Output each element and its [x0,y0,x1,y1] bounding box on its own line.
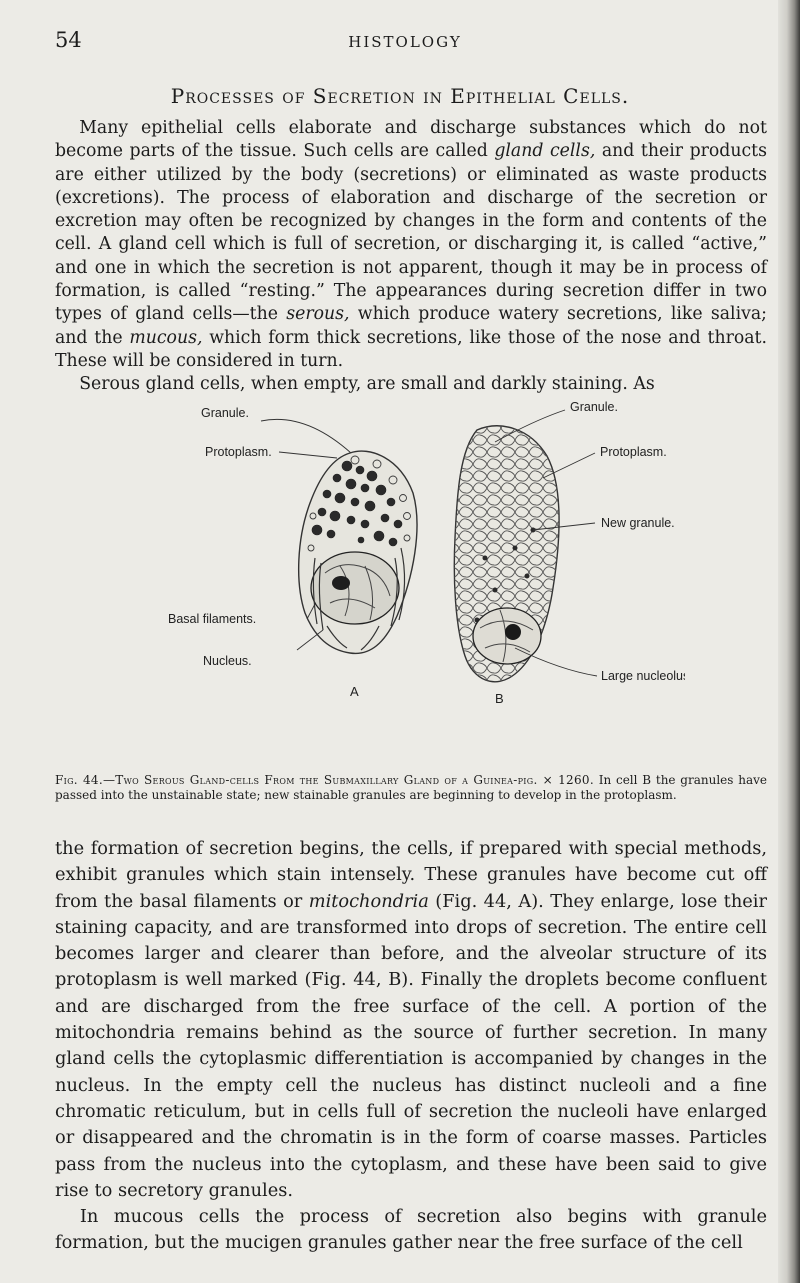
cell-b-drawing [454,426,559,682]
label-a-basal-filaments: Basal filaments. [168,612,257,626]
figure-44 [165,398,685,770]
caption-fig-number: Fig. 44. [55,773,103,787]
paragraph-gland-cells: Many epithelial cells elaborate and discharge substances which do not become parts of the tissue. Such cells are called gland cells, and their products are either utilized by the body (secretions) or eliminated as waste products (excretions). The process of elaboration and discharge of the secretion or excretion may often be recognized by changes in the form and contents of the cell. A gland cell which is full of secretion, or discharging it, is called “active,” and one in which the secretion is not apparent, though it may be in process of formation, is called “resting.” The appearances during secretion differ in two types of gland cells—the serous, which produce watery secretions, like saliva; and the mucous, which form thick secretions, like those of the nose and throat. These will be considered in turn. [55,118,768,371]
cell-a-drawing [299,451,417,653]
term-gland-cells: gland cells, [494,141,596,162]
term-mucous: mucous, [129,327,203,348]
figure-caption [55,773,767,802]
caption-text: In cell B the granules have passed into the unstainable state; new stainable granules are beginning to develop in the protoplasm. [55,773,767,802]
cell-b-letter: B [495,691,504,706]
label-b-protoplasm: Protoplasm. [600,445,667,459]
caption-title: —Two Serous Gland-cells From the Submaxillary Gland of a Guinea-pig. × 1260. [102,773,594,787]
term-mitochondria: mitochondria [308,890,429,912]
label-b-large-nucleolus: Large nucleolus. [601,669,685,683]
section-title: Processes of Secretion in Epithelial Cells. [170,84,630,108]
label-a-granule: Granule. [201,406,249,420]
paragraph-mucous: In mucous cells the process of secretion also begins with granule formation, but the mucigen granules gather near the free surface of the cell [55,1206,767,1254]
page-header [55,28,755,58]
label-b-granule: Granule. [570,400,618,414]
text-block-upper [55,117,767,397]
paragraph-serous-start: Serous gland cells, when empty, are small and darkly staining. As [79,374,655,395]
label-b-new-granule: New granule. [601,516,675,530]
label-a-protoplasm: Protoplasm. [205,445,272,459]
paragraph-serous-continued: the formation of secretion begins, the cells, if prepared with special methods, exhibit granules which stain intensely. These granules have become cut off from the basal filaments or mitochondria (Fig. 44, A). They enlarge, lose their staining capacity, and are transformed into drops of secretion. The entire cell becomes larger and clearer than before, and the alveolar structure of its protoplasm is well marked (Fig. 44, B). Finally the droplets become confluent and are discharged from the free surface of the cell. A portion of the mitochondria remains behind as the source of further secretion. In many gland cells the cytoplasmic differentiation is accompanied by changes in the nucleus. In the empty cell the nucleus has distinct nucleoli and a fine chromatic reticulum, but in cells full of secretion the nucleoli have enlarged or disappeared and the chromatin is in the form of coarse masses. Particles pass from the nucleus into the cytoplasm, and these have been said to give rise to secretory granules. [55,838,767,1201]
page-edge-shadow [778,0,800,1283]
running-head: HISTOLOGY [348,33,462,51]
figure-illustration [165,398,685,770]
page-number: 54 [55,28,82,52]
term-serous: serous, [286,304,350,325]
cell-a-letter: A [350,684,359,699]
label-a-nucleus: Nucleus. [203,654,252,668]
text-block-lower [55,836,767,1257]
